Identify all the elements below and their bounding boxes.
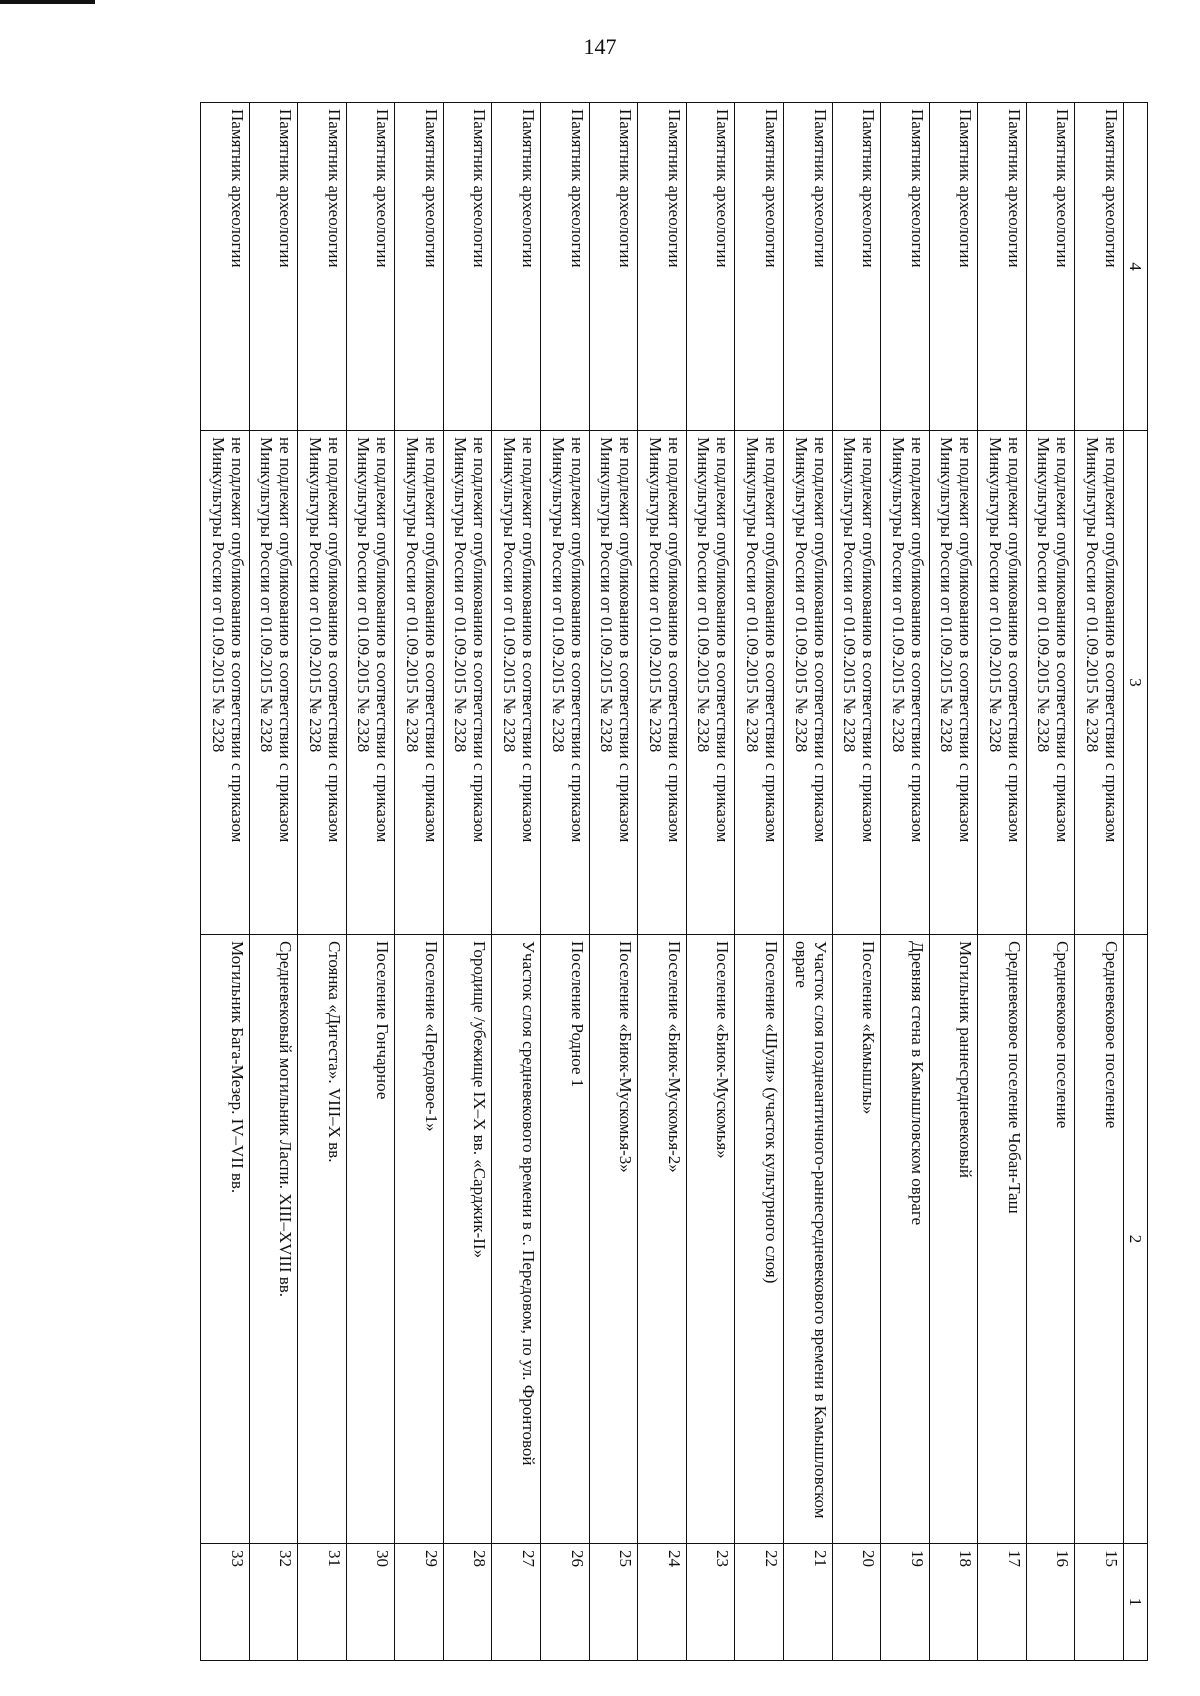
cell-monument-name: Древняя стена в Камышловском овраге bbox=[881, 935, 930, 1544]
table-row bbox=[783, 103, 832, 1661]
table-row bbox=[929, 103, 978, 1661]
cell-row-number: 21 bbox=[783, 1544, 832, 1661]
cell-monument-name: Поселение Родное 1 bbox=[541, 935, 590, 1544]
cell-row-number: 19 bbox=[881, 1544, 930, 1661]
cell-publication-status: не подлежит опубликованию в соответствии с приказом Минкультуры России от 01.09.2015 № 2328 bbox=[1075, 431, 1124, 935]
cell-publication-status: не подлежит опубликованию в соответствии с приказом Минкультуры России от 01.09.2015 № 2328 bbox=[686, 431, 735, 935]
cell-monument-name: Средневековый могильник Ласпи. XIII–XVIII вв. bbox=[249, 935, 298, 1544]
cell-publication-status: не подлежит опубликованию в соответствии с приказом Минкультуры России от 01.09.2015 № 2328 bbox=[881, 431, 930, 935]
cell-type: Памятник археологии bbox=[443, 103, 492, 431]
cell-row-number: 16 bbox=[1026, 1544, 1075, 1661]
cell-publication-status: не подлежит опубликованию в соответствии с приказом Минкультуры России от 01.09.2015 № 2328 bbox=[589, 431, 638, 935]
table-row bbox=[832, 103, 881, 1661]
table-row bbox=[1026, 103, 1075, 1661]
cell-publication-status: не подлежит опубликованию в соответствии с приказом Минкультуры России от 01.09.2015 № 2328 bbox=[735, 431, 784, 935]
cell-row-number: 17 bbox=[978, 1544, 1027, 1661]
cell-publication-status: не подлежит опубликованию в соответствии с приказом Минкультуры России от 01.09.2015 № 2328 bbox=[1026, 431, 1075, 935]
cell-type: Памятник археологии bbox=[1075, 103, 1124, 431]
header-row bbox=[1124, 103, 1148, 1661]
cell-monument-name: Средневековое поселение bbox=[1075, 935, 1124, 1544]
cell-type: Памятник археологии bbox=[541, 103, 590, 431]
cell-type: Памятник археологии bbox=[735, 103, 784, 431]
cell-publication-status: не подлежит опубликованию в соответствии с приказом Минкультуры России от 01.09.2015 № 2328 bbox=[298, 431, 347, 935]
table-row bbox=[1075, 103, 1124, 1661]
cell-monument-name: Поселение Гончарное bbox=[346, 935, 395, 1544]
cell-monument-name: Средневековое поселение bbox=[1026, 935, 1075, 1544]
cell-publication-status: не подлежит опубликованию в соответствии с приказом Минкультуры России от 01.09.2015 № 2328 bbox=[832, 431, 881, 935]
table-row bbox=[881, 103, 930, 1661]
cell-type: Памятник археологии bbox=[881, 103, 930, 431]
cell-row-number: 30 bbox=[346, 1544, 395, 1661]
cell-row-number: 33 bbox=[201, 1544, 250, 1661]
cell-publication-status: не подлежит опубликованию в соответствии с приказом Минкультуры России от 01.09.2015 № 2328 bbox=[978, 431, 1027, 935]
cell-monument-name: Поселение «Камышлы» bbox=[832, 935, 881, 1544]
cell-type: Памятник археологии bbox=[638, 103, 687, 431]
table-row bbox=[541, 103, 590, 1661]
cell-publication-status: не подлежит опубликованию в соответствии с приказом Минкультуры России от 01.09.2015 № 2328 bbox=[492, 431, 541, 935]
cell-type: Памятник археологии bbox=[929, 103, 978, 431]
header-col-4: 4 bbox=[1124, 103, 1148, 431]
cell-publication-status: не подлежит опубликованию в соответствии с приказом Минкультуры России от 01.09.2015 № 2328 bbox=[346, 431, 395, 935]
table-container bbox=[200, 102, 1148, 1660]
cell-publication-status: не подлежит опубликованию в соответствии с приказом Минкультуры России от 01.09.2015 № 2328 bbox=[929, 431, 978, 935]
cell-row-number: 23 bbox=[686, 1544, 735, 1661]
cell-monument-name: Поселение «Биюк-Мускомья-2» bbox=[638, 935, 687, 1544]
cell-row-number: 28 bbox=[443, 1544, 492, 1661]
table-row bbox=[492, 103, 541, 1661]
rotated-table-frame bbox=[200, 102, 1148, 1660]
cell-row-number: 31 bbox=[298, 1544, 347, 1661]
table-row bbox=[443, 103, 492, 1661]
monuments-table bbox=[200, 102, 1148, 1661]
cell-monument-name: Стоянка «Дигеста». VIII–X вв. bbox=[298, 935, 347, 1544]
cell-publication-status: не подлежит опубликованию в соответствии с приказом Минкультуры России от 01.09.2015 № 2328 bbox=[395, 431, 444, 935]
cell-type: Памятник археологии bbox=[346, 103, 395, 431]
page-number: 147 bbox=[583, 34, 617, 59]
cell-row-number: 29 bbox=[395, 1544, 444, 1661]
cell-monument-name: Поселение «Биюк-Мускомья-3» bbox=[589, 935, 638, 1544]
header-col-1: 1 bbox=[1124, 1544, 1148, 1661]
cell-type: Памятник археологии bbox=[589, 103, 638, 431]
cell-type: Памятник археологии bbox=[492, 103, 541, 431]
cell-publication-status: не подлежит опубликованию в соответствии с приказом Минкультуры России от 01.09.2015 № 2328 bbox=[249, 431, 298, 935]
cell-type: Памятник археологии bbox=[298, 103, 347, 431]
table-row bbox=[249, 103, 298, 1661]
cell-type: Памятник археологии bbox=[832, 103, 881, 431]
cell-publication-status: не подлежит опубликованию в соответствии с приказом Минкультуры России от 01.09.2015 № 2328 bbox=[541, 431, 590, 935]
table-row bbox=[201, 103, 250, 1661]
cell-row-number: 25 bbox=[589, 1544, 638, 1661]
cell-row-number: 24 bbox=[638, 1544, 687, 1661]
cell-type: Памятник археологии bbox=[783, 103, 832, 431]
cell-row-number: 20 bbox=[832, 1544, 881, 1661]
table-row bbox=[395, 103, 444, 1661]
cell-row-number: 32 bbox=[249, 1544, 298, 1661]
cell-publication-status: не подлежит опубликованию в соответствии с приказом Минкультуры России от 01.09.2015 № 2328 bbox=[443, 431, 492, 935]
cell-type: Памятник археологии bbox=[201, 103, 250, 431]
cell-row-number: 18 bbox=[929, 1544, 978, 1661]
cell-publication-status: не подлежит опубликованию в соответствии с приказом Минкультуры России от 01.09.2015 № 2328 bbox=[783, 431, 832, 935]
cell-monument-name: Средневековое поселение Чобан-Таш bbox=[978, 935, 1027, 1544]
table-row bbox=[735, 103, 784, 1661]
cell-monument-name: Участок слоя позднеантичного-раннесредневекового времени в Камышловском овраге bbox=[783, 935, 832, 1544]
cell-row-number: 15 bbox=[1075, 1544, 1124, 1661]
table-row bbox=[589, 103, 638, 1661]
scan-corner-mark bbox=[0, 0, 95, 4]
cell-type: Памятник археологии bbox=[978, 103, 1027, 431]
cell-row-number: 22 bbox=[735, 1544, 784, 1661]
cell-monument-name: Могильник Бага-Мезер. IV–VII вв. bbox=[201, 935, 250, 1544]
header-col-3: 3 bbox=[1124, 431, 1148, 935]
table-row bbox=[298, 103, 347, 1661]
cell-publication-status: не подлежит опубликованию в соответствии с приказом Минкультуры России от 01.09.2015 № 2328 bbox=[201, 431, 250, 935]
cell-type: Памятник археологии bbox=[686, 103, 735, 431]
table-body bbox=[201, 103, 1124, 1661]
table-row bbox=[346, 103, 395, 1661]
cell-row-number: 26 bbox=[541, 1544, 590, 1661]
cell-monument-name: Поселение «Передовое-1» bbox=[395, 935, 444, 1544]
cell-monument-name: Поселение «Шули» (участок культурного слоя) bbox=[735, 935, 784, 1544]
cell-type: Памятник археологии bbox=[1026, 103, 1075, 431]
table-row bbox=[686, 103, 735, 1661]
header-col-2: 2 bbox=[1124, 935, 1148, 1544]
cell-monument-name: Городище /убежище IX–X вв. «Сарджик-II» bbox=[443, 935, 492, 1544]
table-row bbox=[978, 103, 1027, 1661]
table-row bbox=[638, 103, 687, 1661]
cell-row-number: 27 bbox=[492, 1544, 541, 1661]
cell-type: Памятник археологии bbox=[395, 103, 444, 431]
cell-monument-name: Участок слоя средневекового времени в с. Передовом, по ул. Фронтовой bbox=[492, 935, 541, 1544]
cell-monument-name: Могильник раннесредневековый bbox=[929, 935, 978, 1544]
cell-monument-name: Поселение «Биюк-Мускомья» bbox=[686, 935, 735, 1544]
cell-publication-status: не подлежит опубликованию в соответствии с приказом Минкультуры России от 01.09.2015 № 2328 bbox=[638, 431, 687, 935]
cell-type: Памятник археологии bbox=[249, 103, 298, 431]
